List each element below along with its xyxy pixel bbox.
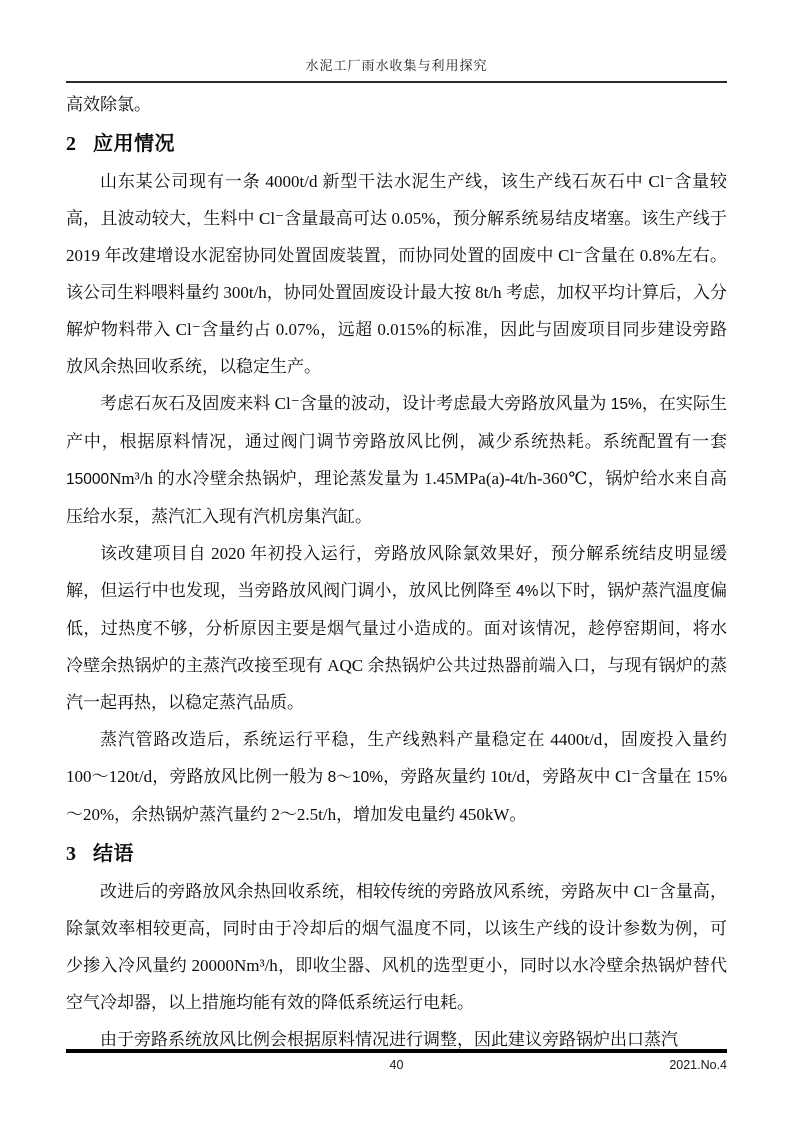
footer-meta bbox=[66, 1058, 727, 1075]
text-run: 考虑石灰石及固废来料 Cl⁻含量的波动，设计考虑最大旁路放风量为 bbox=[100, 394, 611, 413]
section-2-number: 2 bbox=[66, 133, 76, 155]
issue-label: 2021.No.4 bbox=[669, 1058, 727, 1072]
text-run: ，旁路灰量约 10t/d，旁路灰中 Cl⁻含量在 15%～20%，余热锅炉蒸汽量约 2～2.5t/h，增加发电量约 450kW。 bbox=[66, 767, 727, 824]
footer-rule bbox=[66, 1049, 727, 1053]
paragraph-application-3 bbox=[66, 535, 727, 721]
lead-paragraph: 高效除氯。 bbox=[66, 95, 151, 114]
text-run: 15000 bbox=[66, 471, 110, 488]
article-body bbox=[66, 86, 727, 1058]
paragraph-application-4 bbox=[66, 721, 727, 833]
section-2-heading bbox=[66, 129, 727, 159]
text-run: 改进后的旁路放风余热回收系统，相较传统的旁路放风系统，旁路灰中 Cl⁻含量高，除氯效率相较更高，同时由于冷却后的烟气温度不同，以该生产线的设计参数为例，可少掺入冷风量约 20000Nm³/h，即收尘器、风机的选型更小，同时以水冷壁余热锅炉替代空气冷却器，以上措施均能有效的降低系统运行电耗。 bbox=[66, 882, 727, 1012]
text-run: Nm³/h 的水冷壁余热锅炉，理论蒸发量为 1.45MPa(a)-4t/h-360℃，锅炉给水来自高压给水泵，蒸汽汇入现有汽机房集汽缸。 bbox=[66, 469, 727, 526]
paragraph-application-1 bbox=[66, 163, 727, 385]
text-run: 15% bbox=[610, 396, 642, 413]
header-rule bbox=[66, 81, 727, 83]
text-run: 山东某公司现有一条 4000t/d 新型干法水泥生产线，该生产线石灰石中 Cl⁻含量较高，且波动较大，生料中 Cl⁻含量最高可达 0.05%，预分解系统易结皮堵塞。该生产线于 2019 年改建增设水泥窑协同处置固废装置，而协同处置的固废中 Cl⁻含量在 0.8%左右。该公司生料喂料量约 300t/h，协同处置固废设计最大按 8t/h 考虑，加权平均计算后，入分解炉物料带入 Cl⁻含量约占 0.07%，远超 0.015%的标准，因此与固废项目同步建设旁路放风余热回收系统，以稳定生产。 bbox=[66, 172, 727, 376]
text-run: ，在实际生产中，根据原料情况，通过阀门调节旁路放风比例，减少系统热耗。系统配置有一套 bbox=[66, 394, 727, 451]
running-title: 水泥工厂雨水收集与利用探究 bbox=[305, 58, 488, 73]
page-header bbox=[66, 57, 727, 83]
section-3-heading bbox=[66, 839, 727, 869]
text-run: 该改建项目自 2020 年初投入运行，旁路放风除氯效果好，预分解系统结皮明显缓解，但运行中也发现，当旁路放风阀门调小，放风比例降至 bbox=[66, 544, 727, 600]
section-2-title: 应用情况 bbox=[93, 133, 175, 155]
page-footer bbox=[66, 1049, 727, 1075]
text-run: 蒸汽管路改造后，系统运行平稳，生产线熟料产量稳定在 4400t/d，固废投入量约 100～120t/d，旁路放风比例一般为 bbox=[66, 730, 727, 786]
page-number: 40 bbox=[389, 1058, 404, 1072]
section-3-number: 3 bbox=[66, 843, 76, 865]
paragraph-application-2 bbox=[66, 385, 727, 535]
text-run: 4% bbox=[516, 583, 539, 600]
paragraph-conclusion-1 bbox=[66, 873, 727, 1021]
text-run: 以下时，锅炉蒸汽温度偏低，过热度不够，分析原因主要是烟气量过小造成的。面对该情况，趁停窑期间，将水冷壁余热锅炉的主蒸汽改接至现有 AQC 余热锅炉公共过热器前端入口，与现有锅炉的蒸汽一起再热，以稳定蒸汽品质。 bbox=[66, 581, 727, 712]
section-3-title: 结语 bbox=[93, 843, 134, 865]
text-run: 8～10% bbox=[327, 769, 384, 786]
text-run: 由于旁路系统放风比例会根据原料情况进行调整，因此建议旁路锅炉出口蒸汽 bbox=[100, 1030, 678, 1049]
